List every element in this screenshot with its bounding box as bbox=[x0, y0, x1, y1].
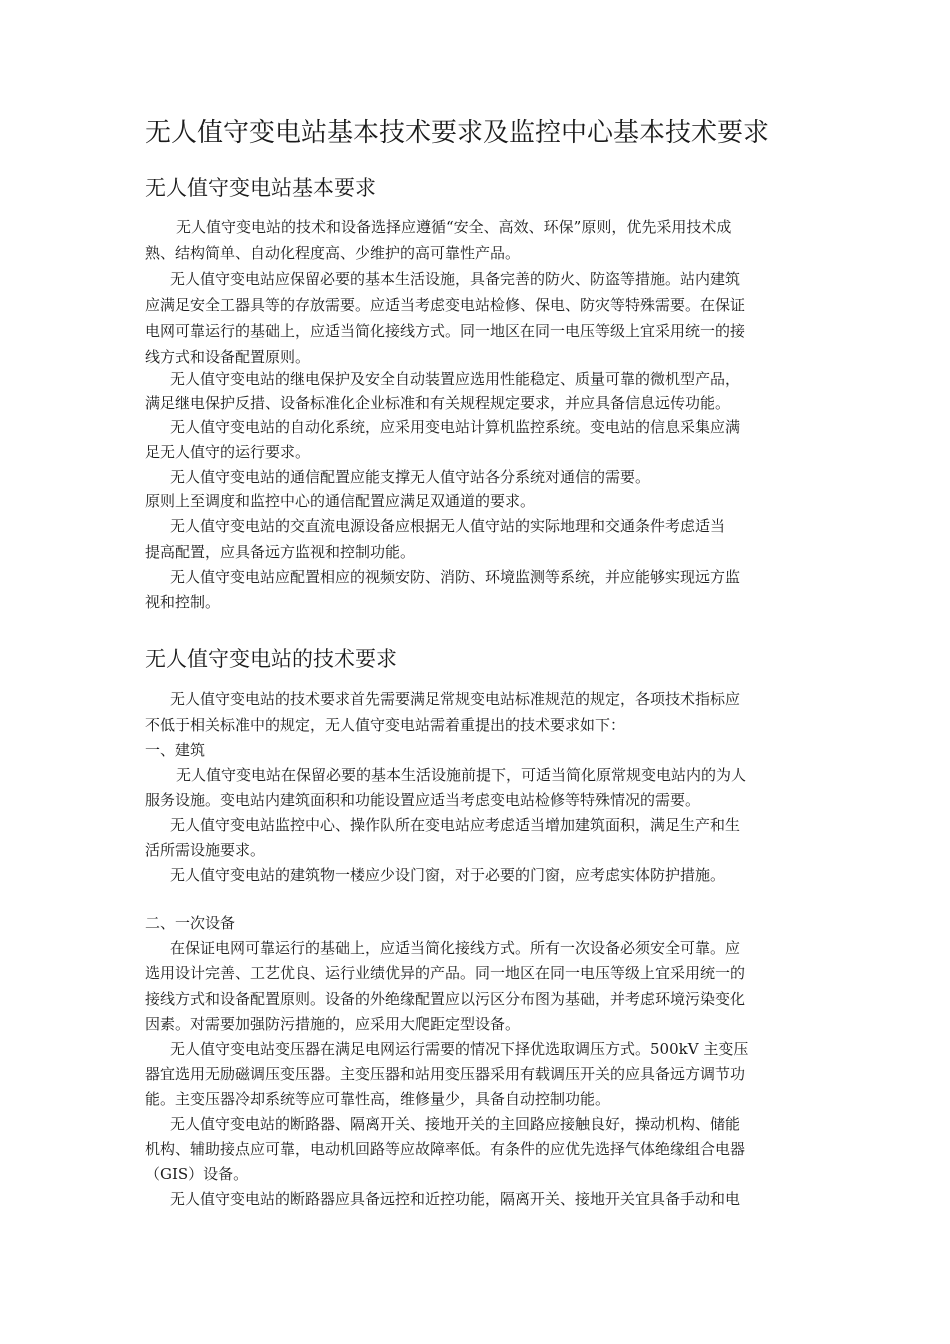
paragraph-line: 无人值守变电站监控中心、操作队所在变电站应考虑适当增加建筑面积，满足生产和生 bbox=[170, 816, 741, 834]
paragraph-line: 选用设计完善、工艺优良、运行业绩优异的产品。同一地区在同一电压等级上宜采用统一的 bbox=[145, 964, 746, 982]
paragraph-line: 在保证电网可靠运行的基础上，应适当简化接线方式。所有一次设备必须安全可靠。应 bbox=[170, 939, 741, 957]
paragraph-line: 机构、辅助接点应可靠，电动机回路等应故障率低。有条件的应优先选择气体绝缘组合电器 bbox=[145, 1140, 746, 1158]
paragraph-line: 无人值守变电站的交直流电源设备应根据无人值守站的实际地理和交通条件考虑适当 bbox=[170, 517, 726, 535]
paragraph-line: 活所需设施要求。 bbox=[145, 841, 266, 859]
paragraph-line: 无人值守变电站变压器在满足电网运行需要的情况下择优选取调压方式。500kV 主变压 bbox=[170, 1040, 749, 1058]
section-heading-basic-requirements: 无人值守变电站基本要求 bbox=[145, 176, 376, 200]
paragraph-line: 足无人值守的运行要求。 bbox=[145, 443, 311, 461]
paragraph-line: 无人值守变电站的继电保护及安全自动装置应选用性能稳定、质量可靠的微机型产品， bbox=[170, 370, 741, 388]
section-heading-technical-requirements: 无人值守变电站的技术要求 bbox=[145, 647, 397, 671]
paragraph-line: 无人值守变电站应配置相应的视频安防、消防、环境监测等系统，并应能够实现远方监 bbox=[170, 568, 741, 586]
paragraph-line: 器宜选用无励磁调压变压器。主变压器和站用变压器采用有载调压开关的应具备远方调节功 bbox=[145, 1065, 746, 1083]
paragraph-line: 能。主变压器冷却系统等应可靠性高，维修量少，具备自动控制功能。 bbox=[145, 1090, 611, 1108]
paragraph-line: 无人值守变电站的技术要求首先需要满足常规变电站标准规范的规定，各项技术指标应 bbox=[170, 690, 741, 708]
paragraph-line: 电网可靠运行的基础上，应适当简化接线方式。同一地区在同一电压等级上宜采用统一的接 bbox=[145, 322, 746, 340]
paragraph-line: 因素。对需要加强防污措施的，应采用大爬距定型设备。 bbox=[145, 1015, 521, 1033]
paragraph-line: 无人值守变电站的技术和设备选择应遵循“安全、高效、环保”原则，优先采用技术成 bbox=[176, 218, 732, 236]
paragraph-line: 无人值守变电站的断路器应具备远控和近控功能，隔离开关、接地开关宜具备手动和电 bbox=[170, 1190, 741, 1208]
paragraph-line: 无人值守变电站在保留必要的基本生活设施前提下，可适当简化原常规变电站内的为人 bbox=[176, 766, 747, 784]
paragraph-line: 无人值守变电站的断路器、隔离开关、接地开关的主回路应接触良好，操动机构、储能 bbox=[170, 1115, 741, 1133]
paragraph-line: 无人值守变电站的通信配置应能支撑无人值守站各分系统对通信的需要。 bbox=[170, 468, 651, 486]
paragraph-line: 满足继电保护反措、设备标准化企业标准和有关规程规定要求，并应具备信息远传功能。 bbox=[145, 394, 731, 412]
paragraph-line: 视和控制。 bbox=[145, 593, 221, 611]
paragraph-line: 无人值守变电站应保留必要的基本生活设施，具备完善的防火、防盗等措施。站内建筑 bbox=[170, 270, 741, 288]
paragraph-line: 应满足安全工器具等的存放需要。应适当考虑变电站检修、保电、防灾等特殊需要。在保证 bbox=[145, 296, 746, 314]
paragraph-line: （GIS）设备。 bbox=[145, 1165, 249, 1183]
subsection-heading-building: 一、建筑 bbox=[145, 741, 206, 759]
paragraph-line: 无人值守变电站的建筑物一楼应少设门窗，对于必要的门窗，应考虑实体防护措施。 bbox=[170, 866, 726, 884]
paragraph-line: 线方式和设备配置原则。 bbox=[145, 348, 311, 366]
paragraph-line: 接线方式和设备配置原则。设备的外绝缘配置应以污区分布图为基础，并考虑环境污染变化 bbox=[145, 990, 746, 1008]
paragraph-line: 提高配置，应具备远方监视和控制功能。 bbox=[145, 543, 416, 561]
paragraph-line: 不低于相关标准中的规定，无人值守变电站需着重提出的技术要求如下： bbox=[145, 716, 626, 734]
paragraph-line: 原则上至调度和监控中心的通信配置应满足双通道的要求。 bbox=[145, 492, 536, 510]
paragraph-line: 无人值守变电站的自动化系统，应采用变电站计算机监控系统。变电站的信息采集应满 bbox=[170, 418, 741, 436]
document-title: 无人值守变电站基本技术要求及监控中心基本技术要求 bbox=[145, 118, 770, 148]
paragraph-line: 熟、结构简单、自动化程度高、少维护的高可靠性产品。 bbox=[145, 244, 521, 262]
paragraph-line: 服务设施。变电站内建筑面积和功能设置应适当考虑变电站检修等特殊情况的需要。 bbox=[145, 791, 701, 809]
subsection-heading-primary-equipment: 二、一次设备 bbox=[145, 914, 236, 932]
